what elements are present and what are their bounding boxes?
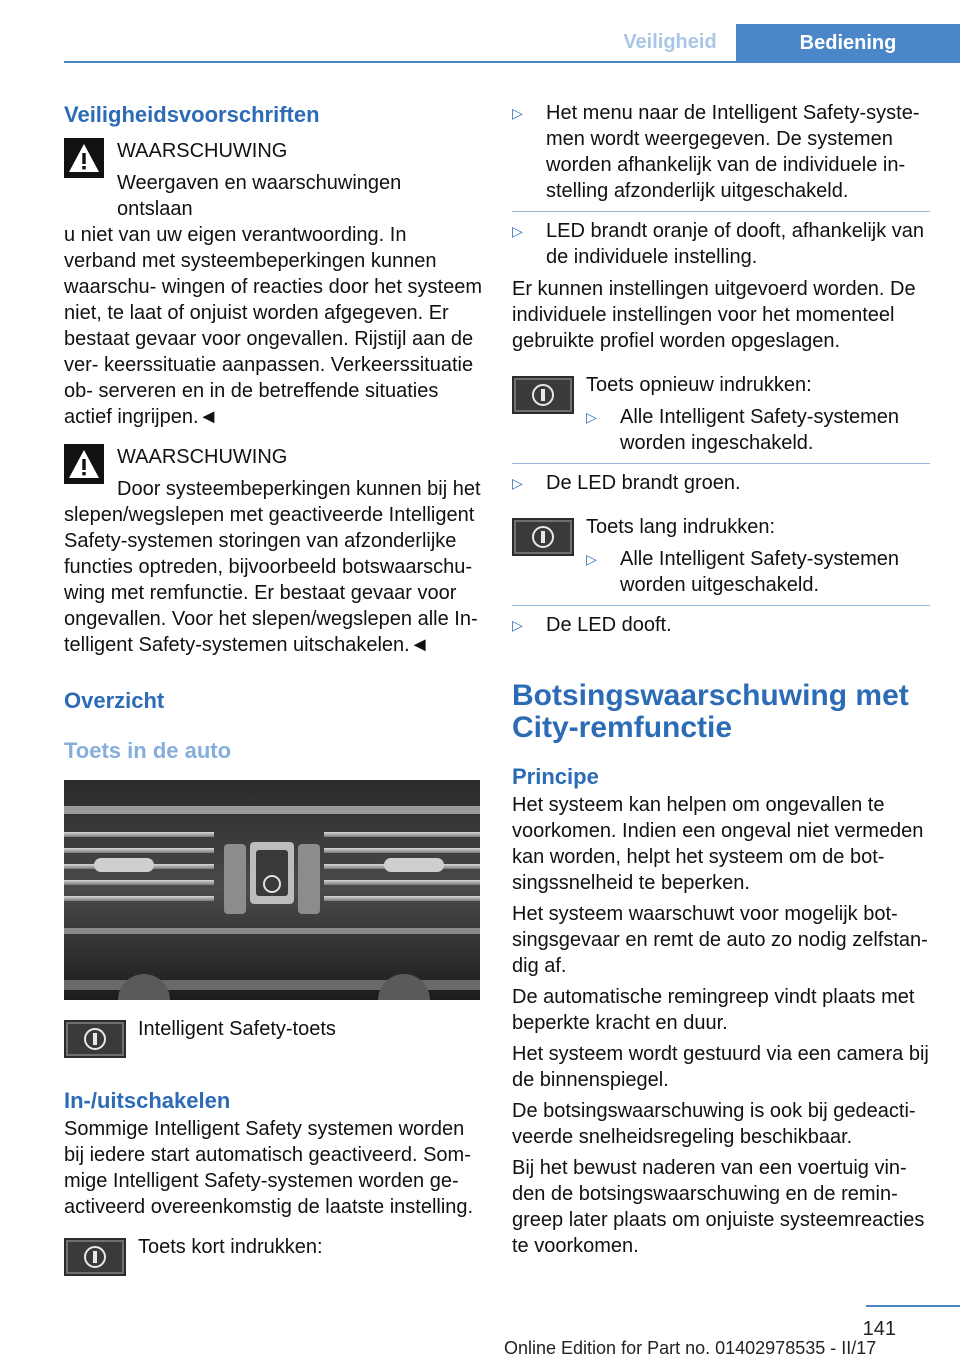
list-item — [512, 470, 930, 496]
warning-icon — [64, 444, 104, 484]
list-item — [512, 612, 930, 638]
header-rule — [64, 61, 960, 63]
on-off-text: Sommige Intelligent Safety systemen worden bij iedere start automatisch geactiveerd. Som- mige Intelligent Safety-systemen worden ge- activeerd overeenkomstig de laatste instelling. — [64, 1118, 474, 1218]
divider — [512, 211, 930, 212]
warning-block-1 — [64, 138, 482, 222]
warning-text: u niet van uw eigen verantwoording. In verband met systeembeperkingen kunnen waarschu- wingen of reacties door het systeem niet, te laat of onjuist worden afgegeven. Er bestaat gevaar voor ongevallen. Rijstijl aan de ver- keerssituatie aanpassen. Verkeerssituatie ob- serveren en in de betreffende situaties actief ingrijpen.◄ — [64, 224, 482, 428]
short-press-label: Toets kort indrukken: — [138, 1236, 323, 1258]
warning-first-line: Door systeembeperkingen kunnen bij het — [117, 478, 481, 500]
heading-safety-rules: Veiligheidsvoorschriften — [64, 102, 320, 127]
bullet-triangle-icon: ▷ — [512, 475, 523, 491]
bullet-triangle-icon: ▷ — [512, 105, 523, 121]
list-item — [586, 404, 930, 456]
bullet-triangle-icon: ▷ — [512, 223, 523, 239]
heading-button-in-car: Toets in de auto — [64, 738, 232, 763]
principle-paragraph: Het systeem waarschuwt voor mogelijk bot- singsgevaar en remt de auto zo nodig zelfstan- dig af. — [512, 903, 928, 977]
edition-note: Online Edition for Part no. 01402978535 - II/17 — [504, 1338, 877, 1358]
principle-paragraph: Bij het bewust naderen van een voertuig vin- den de botsingswaarschuwing en de remin- greep later plaats om onjuiste systeemreacties te voorkomen. — [512, 1157, 925, 1257]
principle-paragraph: Het systeem wordt gestuurd via een camera bij de binnenspiegel. — [512, 1043, 929, 1091]
bullet-triangle-icon: ▷ — [586, 551, 597, 567]
button-caption: Intelligent Safety-toets — [138, 1018, 336, 1040]
bullet-text: Alle Intelligent Safety-systemen worden ingeschakeld. — [620, 406, 900, 454]
safety-button-icon — [512, 376, 574, 414]
safety-button-icon — [64, 1020, 126, 1058]
divider — [512, 605, 930, 606]
warning-block-2 — [64, 444, 482, 502]
safety-button-icon — [512, 518, 574, 556]
warning-label: WAARSCHUWING — [117, 446, 288, 468]
list-item — [512, 218, 930, 270]
bullet-text: De LED dooft. — [546, 614, 672, 636]
short-press-row — [64, 1234, 482, 1276]
divider — [512, 463, 930, 464]
long-press-row — [512, 514, 930, 598]
page-number: 141 — [862, 1318, 896, 1340]
left-column — [64, 100, 482, 1276]
long-press-label: Toets lang indrukken: — [586, 516, 776, 538]
heading-overview: Overzicht — [64, 688, 165, 713]
section-tab-bediening[interactable]: Bediening — [736, 24, 960, 63]
button-caption-row — [64, 1016, 482, 1058]
press-again-row — [512, 372, 930, 456]
warning-icon — [64, 138, 104, 178]
right-column — [512, 100, 930, 1259]
bullet-triangle-icon: ▷ — [512, 617, 523, 633]
bullet-triangle-icon: ▷ — [586, 409, 597, 425]
dashboard-button-photo — [64, 780, 480, 1000]
settings-text: Er kunnen instellingen uitgevoerd worden. De individuele instellingen voor het momenteel gebruikte profiel worden opgeslagen. — [512, 278, 916, 352]
warning-text: slepen/wegslepen met geactiveerde Intelligent Safety-systemen storingen van afzonderlijke functies optreden, bijvoorbeeld botswaarschu- wing met remfunctie. Er bestaat gevaar voor ongevallen. Voor het slepen/wegslepen alle In- telligent Safety-systemen uitschakelen.◄ — [64, 504, 478, 656]
heading-collision-warning: Botsingswaarschuwing met City-remfunctie — [512, 679, 909, 744]
section-tab-veiligheid[interactable]: Veiligheid — [623, 31, 717, 53]
warning-first-line: Weergaven en waarschuwingen ontslaan — [117, 172, 402, 220]
principle-paragraph: De botsingswaarschuwing is ook bij gedeacti- veerde snelheidsregeling beschikbaar. — [512, 1100, 916, 1148]
bullet-text: Het menu naar de Intelligent Safety-syste- men wordt weergegeven. De systemen worden afhankelijk van de individuele in- stelling afzonderlijk uitgeschakeld. — [546, 102, 920, 202]
warning-label: WAARSCHUWING — [117, 140, 288, 162]
heading-principle: Principe — [512, 764, 599, 789]
list-item — [512, 100, 930, 204]
principle-paragraph: Het systeem kan helpen om ongevallen te voorkomen. Indien een ongeval niet vermeden kan worden, helpt het systeem om de bot- singssnelheid te beperken. — [512, 794, 924, 894]
bullet-text: De LED brandt groen. — [546, 472, 741, 494]
bullet-text: Alle Intelligent Safety-systemen worden uitgeschakeld. — [620, 548, 900, 596]
press-again-label: Toets opnieuw indrukken: — [586, 374, 812, 396]
list-item — [586, 546, 930, 598]
principle-paragraph: De automatische remingreep vindt plaats met beperkte kracht en duur. — [512, 986, 915, 1034]
footer-rule — [866, 1305, 960, 1307]
heading-on-off: In-/uitschakelen — [64, 1088, 231, 1113]
bullet-text: LED brandt oranje of dooft, afhankelijk van de individuele instelling. — [546, 220, 925, 268]
safety-button-icon — [64, 1238, 126, 1276]
